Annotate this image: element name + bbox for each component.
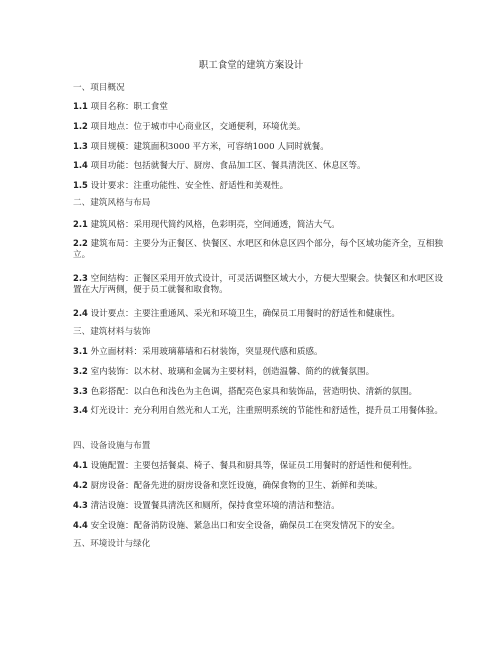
item-4-3 [73,500,443,512]
item-3-4 [73,405,443,417]
item-text: 色彩搭配：以白色和浅色为主色调，搭配亮色家具和装饰品，营造明快、清新的氛围。 [90,387,418,397]
item-text: 空间结构：正餐区采用开放式设计，可灵活调整区域大小，方便大型聚会。快餐区和水吧区设置在大厅两侧，便于员工就餐和取食物。 [73,274,443,295]
item-text: 安全设施：配备消防设施、紧急出口和安全设备，确保员工在突发情况下的安全。 [90,521,400,531]
item-2-1 [73,219,443,231]
item-text: 建筑布局：主要分为正餐区、快餐区、水吧区和休息区四个部分，每个区域功能齐全，互相独立。 [73,239,443,260]
item-1-1 [73,101,443,113]
item-number: 2.1 [73,219,88,229]
item-number: 3.3 [73,386,88,396]
item-number: 2.2 [73,238,88,248]
item-2-3 [73,273,443,296]
item-number: 2.4 [73,308,88,318]
item-number: 1.5 [73,180,88,190]
item-text: 厨房设备：配备先进的厨房设备和烹饪设施，确保食物的卫生、新鲜和美味。 [90,481,383,491]
item-number: 3.4 [73,405,88,415]
item-text: 项目功能：包括就餐大厅、厨房、食品加工区、餐具清洗区、休息区等。 [90,161,366,171]
section-heading-1: 一、项目概况 [73,83,125,93]
item-text: 设计要点：主要注重通风、采光和环境卫生，确保员工用餐时的舒适性和健康性。 [90,309,400,319]
item-number: 4.3 [73,500,88,510]
item-3-2 [73,366,443,378]
item-number: 1.1 [73,101,88,111]
item-number: 2.3 [73,273,88,283]
item-number: 4.2 [73,480,88,490]
item-2-2 [73,238,443,261]
item-4-4 [73,520,443,532]
item-3-1 [73,346,443,358]
document-title: 职工食堂的建筑方案设计 [198,60,304,71]
item-number: 4.4 [73,520,88,530]
item-4-1 [73,460,443,472]
item-number: 3.2 [73,366,88,376]
item-4-2 [73,480,443,492]
item-number: 1.4 [73,160,88,170]
item-number: 1.3 [73,141,88,151]
item-text: 项目规模：建筑面积3000 平方米，可容纳1000 人同时就餐。 [90,142,329,152]
item-text: 项目名称：职工食堂 [90,102,168,112]
item-text: 室内装饰：以木材、玻璃和金属为主要材料，创造温馨、简约的就餐氛围。 [90,367,375,377]
item-1-5 [73,180,443,192]
item-text: 外立面材料：采用玻璃幕墙和石材装饰，突显现代感和质感。 [90,347,323,357]
item-text: 设计要求：注重功能性、安全性、舒适性和美观性。 [90,181,289,191]
item-number: 4.1 [73,460,88,470]
item-text: 灯光设计：充分利用自然光和人工光，注重照明系统的节能性和舒适性，提升员工用餐体验。 [90,406,443,416]
item-1-4 [73,160,443,172]
item-text: 项目地点：位于城市中心商业区，交通便利，环境优美。 [90,122,306,132]
item-3-3 [73,386,443,398]
item-text: 建筑风格：采用现代简约风格，色彩明亮，空间通透，简洁大气。 [90,220,340,230]
item-text: 设施配置：主要包括餐桌、椅子、餐具和厨具等，保证员工用餐时的舒适性和便利性。 [90,461,418,471]
section-heading-5: 五、环境设计与绿化 [73,539,151,549]
item-2-4 [73,308,443,320]
item-text: 清洁设施：设置餐具清洗区和厕所，保持食堂环境的清洁和整洁。 [90,501,340,511]
section-heading-3: 三、建筑材料与装饰 [73,327,151,337]
item-1-3 [73,141,443,153]
item-1-2 [73,121,443,133]
item-number: 3.1 [73,346,88,356]
item-number: 1.2 [73,121,88,131]
section-heading-2: 二、建筑风格与布局 [73,198,151,208]
section-heading-4: 四、设备设施与布置 [73,441,151,451]
